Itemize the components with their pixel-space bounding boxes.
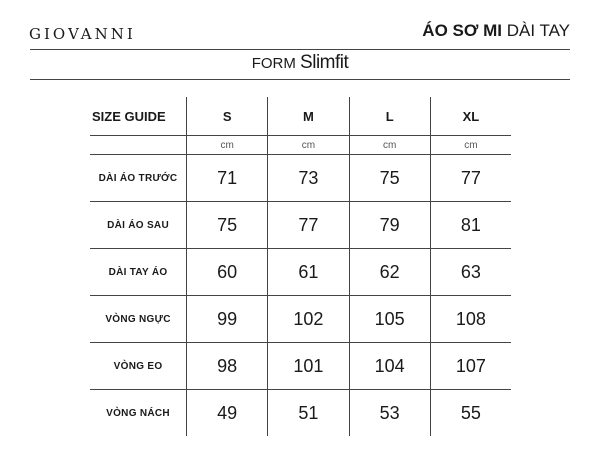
- measurement-value: 62: [349, 249, 430, 295]
- product-title-bold: ÁO SƠ MI: [422, 21, 502, 40]
- measurement-value: 101: [267, 343, 348, 389]
- table-row: [90, 343, 511, 390]
- measurement-value: 98: [186, 343, 267, 389]
- table-row: [90, 390, 511, 436]
- measurement-value: 108: [430, 296, 511, 342]
- measurement-value: 104: [349, 343, 430, 389]
- unit-cell: cm: [430, 136, 511, 154]
- table-row: [90, 202, 511, 249]
- measurement-label: DÀI ÁO TRƯỚC: [98, 172, 178, 184]
- form-prefix: FORM: [251, 55, 296, 72]
- size-header: M: [267, 97, 348, 135]
- product-title: [422, 21, 570, 41]
- measurement-label: VÒNG NGỰC: [105, 313, 171, 325]
- measurement-value: 60: [186, 249, 267, 295]
- measurement-value: 107: [430, 343, 511, 389]
- measurement-label: VÒNG EO: [113, 360, 163, 372]
- size-header: XL: [430, 97, 511, 135]
- measurement-value: 61: [267, 249, 348, 295]
- measurement-value: 105: [349, 296, 430, 342]
- unit-row: [90, 136, 511, 155]
- unit-cell: cm: [267, 136, 348, 154]
- unit-row-label: [90, 136, 186, 154]
- measurement-value: 55: [430, 390, 511, 436]
- measurement-value: 81: [430, 202, 511, 248]
- measurement-label: DÀI ÁO SAU: [107, 219, 169, 231]
- product-title-rest: DÀI TAY: [506, 21, 570, 40]
- measurement-value: 73: [267, 155, 348, 201]
- top-divider: [30, 49, 570, 50]
- measurement-value: 79: [349, 202, 430, 248]
- measurement-label: VÒNG NÁCH: [106, 407, 170, 419]
- measurement-value: 99: [186, 296, 267, 342]
- table-header-row: [90, 97, 511, 136]
- measurement-value: 49: [186, 390, 267, 436]
- size-header: S: [186, 97, 267, 135]
- measurement-value: 63: [430, 249, 511, 295]
- measurement-value: 75: [349, 155, 430, 201]
- table-row: [90, 155, 511, 202]
- brand-logo: GIOVANNI: [29, 25, 136, 43]
- measurement-value: 77: [430, 155, 511, 201]
- measurement-value: 53: [349, 390, 430, 436]
- measurement-value: 75: [186, 202, 267, 248]
- size-guide-title: SIZE GUIDE: [92, 108, 166, 124]
- measurement-value: 71: [186, 155, 267, 201]
- measurement-value: 102: [267, 296, 348, 342]
- size-guide-table: [90, 97, 511, 436]
- table-row: [90, 296, 511, 343]
- unit-cell: cm: [349, 136, 430, 154]
- measurement-label: DÀI TAY ÁO: [108, 266, 168, 278]
- measurement-value: 51: [267, 390, 348, 436]
- unit-cell: cm: [186, 136, 267, 154]
- form-value: Slimfit: [300, 52, 349, 73]
- form-divider: [30, 79, 570, 80]
- measurement-value: 77: [267, 202, 348, 248]
- form-label: [0, 52, 600, 74]
- size-header: L: [349, 97, 430, 135]
- table-row: [90, 249, 511, 296]
